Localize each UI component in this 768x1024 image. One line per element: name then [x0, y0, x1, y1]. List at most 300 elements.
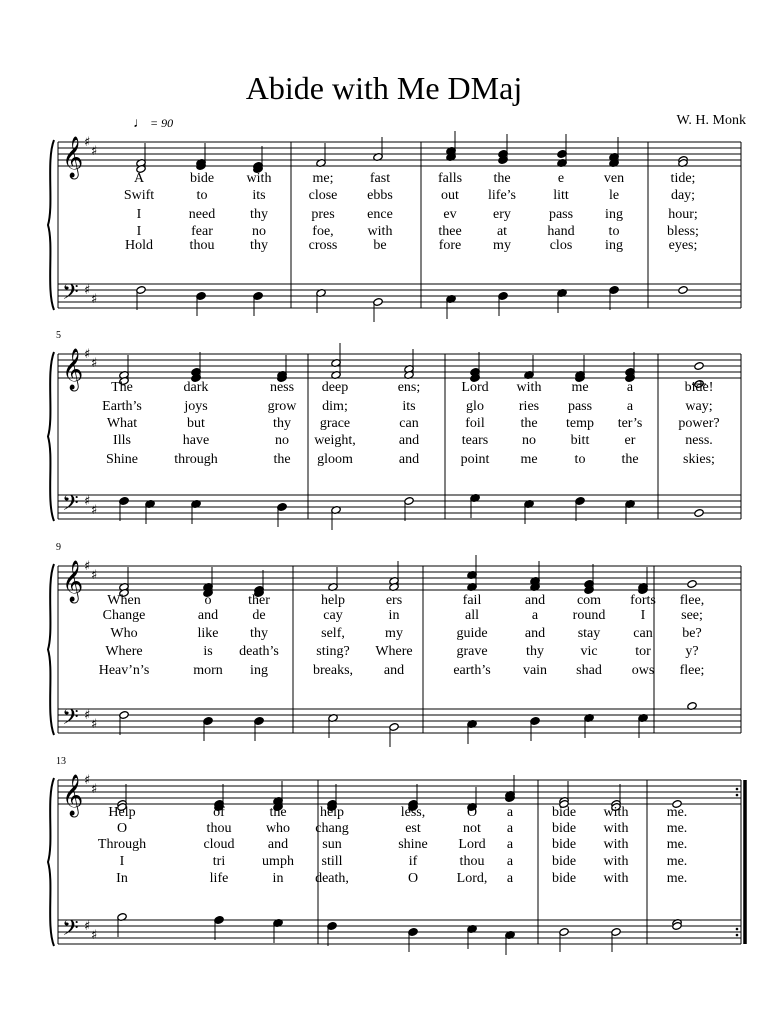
repeat-dot [736, 928, 739, 931]
lyric-syllable: to [196, 188, 208, 203]
lyric-syllable: litt [553, 188, 569, 203]
lyric-syllable: Lord [461, 380, 489, 395]
treble-clef-icon: 𝄞 [62, 137, 84, 178]
bass-note [557, 289, 567, 313]
lyric-syllable: in [272, 871, 284, 886]
bass-note [389, 723, 399, 747]
sharp-icon: ♯ [84, 347, 91, 362]
bass-note [530, 717, 540, 741]
note-head [687, 580, 697, 589]
lyric-syllable: hand [547, 224, 575, 239]
sharp-icon: ♯ [91, 144, 98, 159]
lyric-syllable: a [531, 608, 539, 623]
bass-note [253, 292, 263, 316]
lyric-syllable: umph [262, 854, 294, 869]
tempo-value: = 90 [150, 116, 174, 130]
lyric-syllable: le [608, 188, 620, 203]
lyric-syllable: with [603, 837, 629, 852]
bass-note [575, 497, 585, 521]
brace-icon [48, 352, 54, 521]
lyric-syllable: dim; [322, 399, 348, 414]
lyric-syllable: bide [551, 871, 577, 886]
lyric-syllable: is [203, 644, 213, 659]
lyric-syllable: fear [191, 224, 213, 239]
lyric-syllable: if [408, 854, 418, 869]
treble-note [277, 355, 287, 382]
lyric-syllable: bide [551, 805, 577, 820]
lyric-syllable: joys [184, 399, 208, 414]
lyric-syllable: gloom [317, 452, 353, 467]
lyric-syllable: me. [666, 854, 688, 869]
lyric-syllable: breaks, [312, 663, 354, 678]
sharp-icon: ♯ [84, 919, 91, 934]
lyric-syllable: Hold [125, 238, 153, 253]
sharp-icon: ♯ [84, 773, 91, 788]
sharp-icon: ♯ [91, 292, 98, 307]
bass-note [524, 500, 534, 524]
lyric-syllable: cross [308, 238, 338, 253]
lyric-syllable: ing [605, 207, 623, 222]
lyric-syllable: need [188, 207, 216, 222]
lyric-syllable: and [267, 837, 289, 852]
bass-note [505, 931, 515, 955]
lyric-syllable: O [116, 821, 128, 836]
lyric-syllable: can [633, 626, 653, 641]
lyric-syllable: with [246, 171, 272, 186]
lyric-syllable: temp [566, 416, 594, 431]
bass-note [584, 714, 594, 738]
lyric-syllable: a [506, 871, 514, 886]
lyric-syllable: ery [493, 207, 511, 222]
lyric-syllable: com [576, 593, 602, 608]
lyric-syllable: help [320, 593, 346, 608]
lyric-syllable: eyes; [668, 238, 698, 253]
note-head [678, 286, 688, 295]
treble-staff [58, 780, 741, 804]
bass-staff [58, 284, 741, 308]
bass-note [273, 919, 283, 943]
lyric-syllable: thy [250, 626, 268, 641]
lyric-syllable: and [383, 663, 405, 678]
lyric-syllable: o [204, 593, 212, 608]
repeat-dot [736, 788, 739, 791]
lyric-syllable: sting? [316, 644, 350, 659]
bass-note [467, 720, 477, 744]
lyric-syllable: weight, [314, 433, 356, 448]
lyric-syllable: ther [248, 593, 270, 608]
lyric-syllable: Heav’n’s [98, 663, 150, 678]
lyric-syllable: and [398, 433, 420, 448]
lyric-syllable: ers [385, 593, 403, 608]
repeat-dot [736, 934, 739, 937]
lyric-syllable: Where [105, 644, 143, 659]
bass-note [470, 494, 480, 518]
bass-note [467, 925, 477, 949]
bass-note [117, 913, 127, 937]
lyric-syllable: est [405, 821, 421, 836]
lyric-syllable: shad [576, 663, 602, 678]
lyric-syllable: ing [605, 238, 623, 253]
treble-note [446, 131, 456, 161]
lyric-syllable: see; [681, 608, 703, 623]
bass-note [559, 928, 569, 952]
lyric-syllable: ing [250, 663, 268, 678]
bass-note [373, 298, 383, 322]
lyric-syllable: Shine [106, 452, 138, 467]
lyric-syllable: thy [250, 238, 268, 253]
bass-clef-icon: 𝄢 [62, 491, 79, 521]
lyric-syllable: earth’s [453, 663, 491, 678]
lyric-syllable: tri [212, 854, 226, 869]
treble-staff [58, 354, 741, 378]
lyric-syllable: be [373, 238, 387, 253]
lyric-syllable: guide [456, 626, 488, 641]
lyric-syllable: er [624, 433, 636, 448]
lyric-syllable: out [441, 188, 459, 203]
lyric-syllable: life’s [488, 188, 516, 203]
lyric-syllable: Through [97, 837, 147, 852]
lyric-syllable: thou [189, 238, 215, 253]
lyric-syllable: a [506, 837, 514, 852]
lyric-syllable: me [520, 452, 538, 467]
lyric-syllable: a [506, 805, 514, 820]
lyric-syllable: and [197, 608, 219, 623]
bass-note [625, 500, 635, 524]
lyric-syllable: bide [551, 821, 577, 836]
lyric-syllable: thy [273, 416, 291, 431]
lyric-syllable: still [321, 854, 343, 869]
lyric-syllable: with [516, 380, 542, 395]
lyric-syllable: ows [631, 663, 655, 678]
lyric-syllable: ens; [397, 380, 421, 395]
bass-note [331, 506, 341, 530]
lyric-syllable: me. [666, 805, 688, 820]
lyric-syllable: dark [183, 380, 209, 395]
treble-note [687, 580, 697, 589]
lyric-syllable: its [252, 188, 266, 203]
note-head [694, 509, 704, 518]
lyric-syllable: no [275, 433, 289, 448]
lyric-syllable: no [522, 433, 536, 448]
lyric-syllable: with [603, 854, 629, 869]
treble-note [373, 137, 383, 161]
lyric-syllable: can [399, 416, 419, 431]
bass-staff [58, 920, 741, 944]
treble-note [470, 352, 480, 382]
lyric-syllable: chang [315, 821, 349, 836]
lyric-syllable: stay [577, 626, 601, 641]
lyric-syllable: to [574, 452, 586, 467]
lyric-syllable: I [136, 207, 142, 222]
bass-note [119, 497, 129, 521]
lyric-syllable: pres [311, 207, 335, 222]
bass-note [408, 928, 418, 952]
lyric-syllable: death’s [239, 644, 279, 659]
lyric-syllable: with [603, 871, 629, 886]
bass-note [136, 286, 146, 310]
lyric-syllable: Help [108, 805, 136, 820]
lyric-syllable: skies; [683, 452, 715, 467]
lyric-syllable: close [308, 188, 338, 203]
lyric-syllable: Where [375, 644, 413, 659]
bass-clef-icon: 𝄢 [62, 916, 79, 946]
bass-note [327, 922, 337, 946]
sharp-icon: ♯ [84, 135, 91, 150]
lyric-syllable: Who [110, 626, 138, 641]
lyric-syllable: through [174, 452, 218, 467]
quarter-note-icon: ♩ [133, 116, 147, 131]
lyric-syllable: e [557, 171, 565, 186]
lyric-syllable: vain [522, 663, 548, 678]
lyric-syllable: What [106, 416, 138, 431]
lyric-syllable: ev [443, 207, 457, 222]
lyric-syllable: Lord [458, 837, 486, 852]
lyric-syllable: with [603, 821, 629, 836]
lyric-syllable: its [402, 399, 416, 414]
lyric-syllable: ven [603, 171, 625, 186]
lyric-syllable: thy [526, 644, 544, 659]
treble-note [191, 352, 201, 382]
lyric-syllable: not [463, 821, 481, 836]
lyric-syllable: O [466, 805, 478, 820]
bass-note [638, 714, 648, 738]
lyric-syllable: clos [549, 238, 573, 253]
lyric-syllable: I [136, 224, 142, 239]
sharp-icon: ♯ [84, 559, 91, 574]
lyric-syllable: of [213, 805, 225, 820]
lyric-syllable: Swift [123, 188, 155, 203]
lyric-syllable: When [107, 593, 141, 608]
lyric-syllable: bide [551, 837, 577, 852]
lyric-syllable: Ills [113, 433, 131, 448]
repeat-dot [736, 794, 739, 797]
lyric-syllable: help [319, 805, 345, 820]
bass-note [277, 503, 287, 527]
lyric-syllable: like [197, 626, 219, 641]
lyric-syllable: me. [666, 837, 688, 852]
lyric-syllable: I [119, 854, 125, 869]
lyric-syllable: grow [267, 399, 297, 414]
lyric-syllable: cloud [203, 837, 235, 852]
lyric-syllable: with [603, 805, 629, 820]
lyric-syllable: flee; [679, 663, 705, 678]
lyric-syllable: the [493, 171, 511, 186]
lyric-syllable: power? [678, 416, 720, 431]
bass-note [611, 928, 621, 952]
lyric-syllable: way; [685, 399, 713, 414]
lyric-syllable: I [640, 608, 646, 623]
bass-clef-icon: 𝄢 [62, 280, 79, 310]
lyric-syllable: deep [321, 380, 349, 395]
lyric-syllable: the [621, 452, 639, 467]
lyric-syllable: sun [322, 837, 342, 852]
lyric-syllable: me. [666, 871, 688, 886]
lyric-syllable: morn [193, 663, 223, 678]
lyric-syllable: me. [666, 821, 688, 836]
lyric-syllable: cay [323, 608, 343, 623]
lyric-syllable: glo [466, 399, 484, 414]
brace-icon [48, 140, 54, 310]
lyric-syllable: in [388, 608, 400, 623]
lyric-syllable: me; [312, 171, 334, 186]
bass-note [196, 292, 206, 316]
lyric-syllable: self, [321, 626, 345, 641]
bass-note [609, 286, 619, 310]
lyric-syllable: ence [367, 207, 393, 222]
lyric-syllable: O [407, 871, 419, 886]
lyric-syllable: tears [461, 433, 489, 448]
lyric-syllable: the [520, 416, 538, 431]
lyric-syllable: foe, [312, 224, 334, 239]
lyric-syllable: fail [462, 593, 482, 608]
lyric-syllable: who [265, 821, 291, 836]
lyric-syllable: forts [630, 593, 656, 608]
lyric-syllable: me [571, 380, 589, 395]
brace-icon [48, 778, 54, 946]
treble-note [505, 775, 515, 802]
lyric-syllable: less, [400, 805, 426, 820]
composer-credit: W. H. Monk [676, 113, 746, 128]
lyric-syllable: no [252, 224, 266, 239]
lyric-syllable: bitt [570, 433, 590, 448]
bass-note [678, 286, 688, 295]
lyric-syllable: a [626, 399, 634, 414]
lyric-syllable: Earth’s [102, 399, 142, 414]
lyric-syllable: at [496, 224, 508, 239]
bass-note [203, 717, 213, 741]
treble-note [498, 134, 508, 164]
treble-note [625, 352, 635, 382]
lyric-syllable: flee, [679, 593, 705, 608]
treble-note [316, 143, 326, 167]
bass-note [145, 500, 155, 524]
sharp-icon: ♯ [91, 928, 98, 943]
bass-clef-icon: 𝄢 [62, 705, 79, 735]
bass-note [404, 497, 414, 521]
treble-note [575, 355, 585, 382]
bass-note [498, 292, 508, 316]
lyric-syllable: all [465, 608, 479, 623]
lyric-syllable: bide [189, 171, 215, 186]
lyric-syllable: tide; [670, 171, 696, 186]
lyric-syllable: vic [580, 644, 598, 659]
lyric-syllable: be? [682, 626, 702, 641]
lyric-syllable: thy [250, 207, 268, 222]
lyric-syllable: foil [465, 416, 485, 431]
treble-note [524, 355, 534, 379]
lyric-syllable: bide! [684, 380, 714, 395]
bass-note [254, 717, 264, 741]
lyric-syllable: fast [369, 171, 391, 186]
lyric-syllable: The [111, 380, 133, 395]
bass-staff [58, 495, 741, 519]
bass-note [191, 500, 201, 524]
treble-note [638, 567, 648, 594]
lyric-syllable: bide [551, 854, 577, 869]
treble-note [467, 555, 477, 591]
lyric-syllable: pass [567, 399, 593, 414]
lyric-syllable: ter’s [617, 416, 643, 431]
treble-note [328, 567, 338, 591]
brace-icon [48, 564, 54, 735]
lyric-syllable: tor [635, 644, 651, 659]
lyric-syllable: A [133, 171, 145, 186]
treble-clef-icon: 𝄞 [62, 349, 84, 390]
lyric-syllable: ries [518, 399, 540, 414]
measure-number: 9 [56, 542, 61, 553]
lyric-syllable: grave [456, 644, 488, 659]
lyric-syllable: death, [315, 871, 349, 886]
lyric-syllable: a [626, 380, 634, 395]
lyric-syllable: and [524, 626, 546, 641]
bass-note [316, 289, 326, 313]
treble-staff [58, 142, 741, 166]
bass-note [119, 711, 129, 735]
lyric-syllable: de [252, 608, 266, 623]
lyric-syllable: my [385, 626, 403, 641]
treble-note [196, 143, 206, 170]
sharp-icon: ♯ [91, 568, 98, 583]
lyric-syllable: thou [459, 854, 485, 869]
lyric-syllable: to [608, 224, 620, 239]
lyric-syllable: fore [438, 238, 462, 253]
lyric-syllable: grace [319, 416, 351, 431]
lyric-syllable: hour; [668, 207, 698, 222]
bass-note [328, 714, 338, 738]
note-head [694, 362, 704, 371]
treble-note [584, 564, 594, 594]
sharp-icon: ♯ [84, 708, 91, 723]
lyric-syllable: y? [685, 644, 699, 659]
lyric-syllable: with [367, 224, 393, 239]
lyric-syllable: Change [102, 608, 146, 623]
measure-number: 13 [56, 756, 66, 767]
lyric-syllable: shine [398, 837, 428, 852]
lyric-syllable: falls [437, 171, 463, 186]
lyric-syllable: a [506, 854, 514, 869]
lyric-syllable: and [398, 452, 420, 467]
lyric-syllable: and [524, 593, 546, 608]
treble-clef-icon: 𝄞 [62, 775, 84, 816]
sharp-icon: ♯ [91, 356, 98, 371]
lyric-syllable: pass [548, 207, 574, 222]
measure-number: 5 [56, 330, 61, 341]
sharp-icon: ♯ [91, 717, 98, 732]
sharp-icon: ♯ [84, 494, 91, 509]
lyric-syllable: life [209, 871, 229, 886]
treble-note [557, 134, 567, 167]
lyric-syllable: thou [206, 821, 232, 836]
sharp-icon: ♯ [84, 283, 91, 298]
lyric-syllable: but [187, 416, 205, 431]
lyric-syllable: the [269, 805, 287, 820]
lyric-syllable: ness [269, 380, 295, 395]
lyric-syllable: ebbs [367, 188, 393, 203]
bass-note [446, 295, 456, 319]
lyric-syllable: ness. [685, 433, 713, 448]
lyric-syllable: round [572, 608, 606, 623]
sharp-icon: ♯ [91, 782, 98, 797]
treble-note [331, 343, 341, 379]
lyric-syllable: my [493, 238, 511, 253]
lyric-syllable: have [182, 433, 210, 448]
lyric-syllable: In [116, 871, 128, 886]
lyric-syllable: bless; [667, 224, 699, 239]
lyric-syllable: point [460, 452, 490, 467]
sharp-icon: ♯ [91, 503, 98, 518]
lyric-syllable: thee [438, 224, 462, 239]
lyric-syllable: a [506, 821, 514, 836]
